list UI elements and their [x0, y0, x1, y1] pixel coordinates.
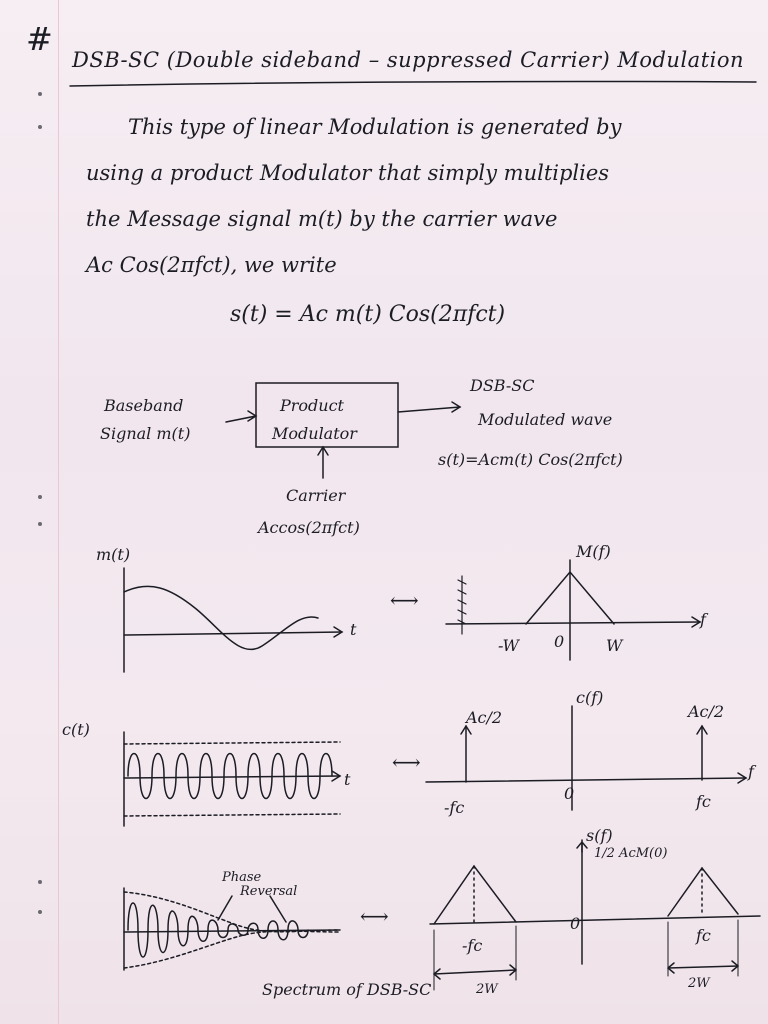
- output-label: DSB-SC: [470, 376, 535, 395]
- fourier-pair-arrow: ⟷: [390, 588, 419, 612]
- page-title: DSB-SC (Double sideband – suppressed Carrier) Modulation: [72, 48, 745, 72]
- title-underline: [70, 82, 756, 87]
- minus-fc-label: -fc: [462, 936, 483, 955]
- input-arrow-head: [248, 411, 256, 421]
- fc-label: fc: [696, 926, 711, 945]
- phase-reversal-arrow: [270, 896, 286, 922]
- output-arrow: [398, 407, 460, 412]
- S-f-triangle-neg: [434, 866, 516, 924]
- input-label: Signal m(t): [100, 424, 191, 443]
- block-label: Product: [280, 396, 344, 415]
- paragraph-line: Ac Cos(2πfct), we write: [86, 253, 337, 277]
- ac-half-label: Ac/2: [688, 702, 725, 721]
- phase-reversal-arrow: [218, 896, 232, 920]
- paragraph-line: using a product Modulator that simply multiplies: [86, 161, 610, 185]
- paragraph-line: the Message signal m(t) by the carrier wave: [86, 207, 558, 231]
- m-t-waveform: [124, 586, 318, 649]
- zero-label: 0: [554, 632, 565, 651]
- M-f-hatch: [458, 576, 466, 634]
- modulation-equation: s(t) = Ac m(t) Cos(2πfct): [230, 302, 506, 327]
- fourier-pair-arrow: ⟷: [392, 750, 421, 774]
- f-axis-label: f: [700, 610, 706, 629]
- spectrum-caption: Spectrum of DSB-SC: [262, 980, 432, 999]
- output-label: Modulated wave: [478, 410, 613, 429]
- paragraph-line: This type of linear Modulation is generated by: [128, 115, 622, 139]
- S-f-triangle-pos: [668, 868, 738, 916]
- minus-w-label: -W: [498, 636, 519, 655]
- minus-fc-label: -fc: [444, 798, 465, 817]
- f-axis-label: f: [748, 762, 754, 781]
- c-t-envelope-top: [124, 742, 340, 744]
- bandwidth-label: 2W: [688, 976, 710, 991]
- M-f-label: M(f): [576, 542, 611, 561]
- ac-half-label: Ac/2: [466, 708, 503, 727]
- s-t-envelope-bottom: [124, 931, 340, 968]
- c-t-envelope-bottom: [124, 814, 340, 816]
- c-t-label: c(t): [62, 720, 90, 739]
- S-f-peak-arrow: [577, 842, 587, 852]
- bandwidth-arrow-pos: [668, 961, 738, 973]
- fc-label: fc: [696, 792, 711, 811]
- zero-label: 0: [570, 914, 581, 933]
- product-modulator-block: [256, 383, 398, 447]
- title-hash: #: [26, 20, 54, 58]
- s-f-label: s(f): [586, 826, 613, 845]
- S-f-x-axis: [430, 916, 760, 924]
- fourier-pair-arrow: ⟷: [360, 904, 389, 928]
- t-axis-label: t: [344, 770, 351, 789]
- input-label: Baseband: [104, 396, 184, 415]
- carrier-label: Carrier: [286, 486, 346, 505]
- bandwidth-tick: [434, 920, 738, 990]
- block-label: Modulator: [272, 424, 357, 443]
- w-label: W: [606, 636, 623, 655]
- s-peak-label: 1/2 AcM(0): [594, 846, 668, 861]
- t-axis-label: t: [350, 620, 357, 639]
- phase-reversal-label: Phase: [222, 870, 262, 885]
- m-t-x-axis: [124, 632, 342, 635]
- zero-label: 0: [564, 784, 575, 803]
- phase-reversal-label: Reversal: [240, 884, 298, 899]
- M-f-x-axis: [446, 622, 700, 624]
- C-f-x-axis: [426, 778, 746, 782]
- bandwidth-label: 2W: [476, 982, 498, 997]
- C-f-label: c(f): [576, 688, 604, 707]
- output-equation: s(t)=Acm(t) Cos(2πfct): [438, 450, 623, 469]
- m-t-label: m(t): [96, 545, 131, 564]
- carrier-equation: Accos(2πfct): [258, 518, 360, 537]
- bandwidth-arrow-neg: [434, 965, 516, 979]
